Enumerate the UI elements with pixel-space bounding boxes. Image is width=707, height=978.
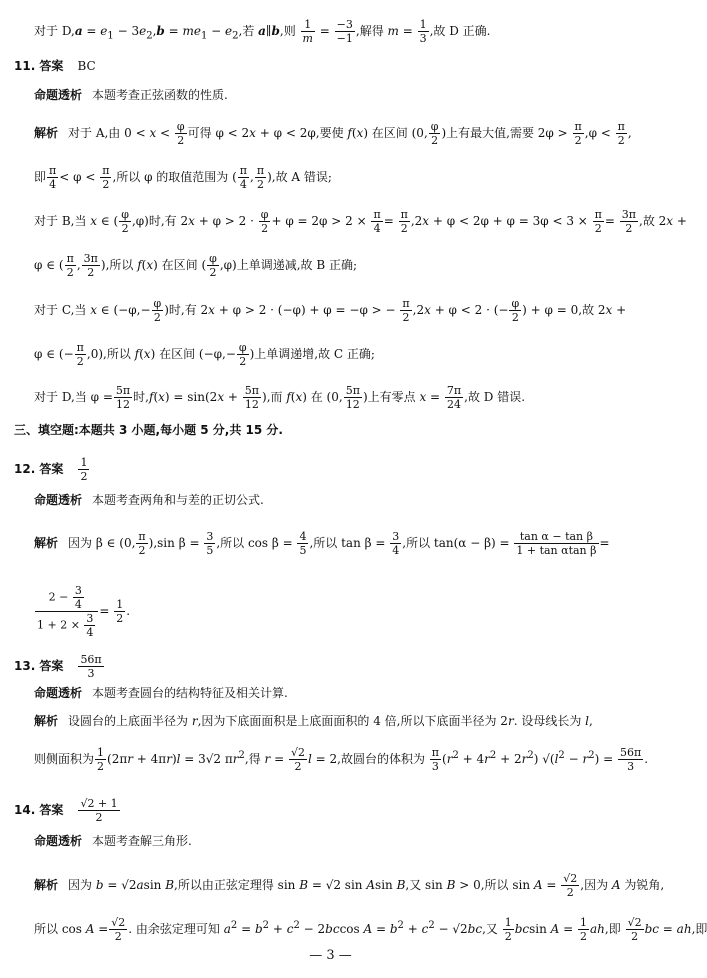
solution-13: 解析 设圆台的上底面半径为 r,因为下底面面积是上底面面积的 4 倍,所以下底面半径为 2r. 设母线长为 l, <box>34 714 593 728</box>
section-heading-fill-blank: 三、填空题:本题共 3 小题,每小题 5 分,共 15 分. <box>14 423 283 437</box>
solution-11-c-cont: φ ∈ (− $\frac{\pi}{2}$ ,0),所以 f(x) 在区间 (−φ,− $\frac{\varphi}{2}$ )上单调递增,故 C 正确; <box>34 341 375 368</box>
page-number: — 3 — <box>309 948 352 963</box>
answer-14: 14. 答案 $\frac{√2 + 1}{2}$ <box>14 797 118 824</box>
solution-11-c: 对于 C,当 x ∈ (−φ,− $\frac{\varphi}{2}$ )时,有 2x + φ > 2 · (−φ) + φ = −φ > − $\frac{\pi}{2}$ ,2x + φ < 2 · (− $\frac{\varphi}{2}$ ) + φ = 0,故 2x + <box>34 297 627 324</box>
solution-13-cont: 则侧面积为 $\frac{1}{2}$ (2πr + 4πr)l = 3√2 $\pi r^2$,得 r = $\frac{√2}{2}$ l = 2,故圆台的体积为 $\frac{\pi}{3}$ $(r^2 + 4r^2 + 2r^2) √(l^2 - r^2)$ = $\frac{56\pi}{3}$ . <box>34 746 649 773</box>
analysis-11: 命题透析 本题考查正弦函数的性质. <box>34 88 228 102</box>
text-line-d-vector: 对于 $D,a = e_1 - 3e_2,b = me_1 - e_2$,若 a∥b,则 $\frac{1}{m}$ = $\frac{-3}{-1}$ ,解得 m = $\frac{1}{3}$ ,故 D 正确. <box>34 18 491 45</box>
solution-11-b: 对于 B,当 x ∈ ( $\frac{\varphi}{2}$ ,φ)时,有 2x + φ > 2 · $\frac{\varphi}{2}$ + φ = 2φ > 2 × $\frac{\pi}{4}$ = $\frac{\pi}{2}$ ,2x + φ < 2φ + φ = 3φ < 3 × $\frac{\pi}{2}$ = $\frac{3\pi}{2}$ ,故 2x + <box>34 208 687 235</box>
analysis-14: 命题透析 本题考查解三角形. <box>34 834 192 848</box>
solution-11-a: 解析 对于 A,由 0 < x < $\frac{\varphi}{2}$ 可得 φ < 2x + φ < 2φ,要使 f(x) 在区间 (0, $\frac{\varphi}{2}$ )上有最大值,需要 2φ > $\frac{\pi}{2}$ ,φ < $\frac{\pi}{2}$ , <box>34 120 632 147</box>
answer-12: 12. 答案 $\frac{1}{2}$ <box>14 456 88 483</box>
solution-14: 解析 因为 b = √2asin B,所以由正弦定理得 sin B = √2 sin Asin B,又 sin B > 0,所以 sin A = $\frac{√2}{2}$ ,因为 A 为锐角, <box>34 872 665 899</box>
solution-11-a-cont: 即 $\frac{\pi}{4}$ < φ < $\frac{\pi}{2}$ ,所以 φ 的取值范围为 ( $\frac{\pi}{4}$ , $\frac{\pi}{2}$ ),故 A 错误; <box>34 164 332 191</box>
solution-14-cont: 所以 cos A = $\frac{√2}{2}$ . 由余弦定理可知 $a^2 = b^2 + c^2 - 2bccos$ $A = b^2 + c^2 - √2bc$,又 $\frac{1}{2}$ bcsin A = $\frac{1}{2}$ ah,即 $\frac{√2}{2}$ bc = ah,即 <box>34 916 707 943</box>
solution-12: 解析 因为 β ∈ (0, $\frac{\pi}{2}$ ),sin β = $\frac{3}{5}$ ,所以 cos β = $\frac{4}{5}$ ,所以 tan β = $\frac{3}{4}$ ,所以 tan(α − β) = $\frac{\text{tan α − tan β}}{\text{1 + tan αtan β}}$ = <box>34 530 610 557</box>
analysis-12: 命题透析 本题考查两角和与差的正切公式. <box>34 493 264 507</box>
answer-13: 13. 答案 $\frac{56\pi}{3}$ <box>14 653 102 680</box>
analysis-13: 命题透析 本题考查圆台的结构特征及相关计算. <box>34 686 288 700</box>
solution-11-d: 对于 D,当 φ = $\frac{5\pi}{12}$ 时,f(x) = sin(2x + $\frac{5\pi}{12}$ ),而 f(x) 在 (0, $\frac{5\pi}{12}$ )上有零点 x = $\frac{7\pi}{24}$ ,故 D 错误. <box>34 384 526 411</box>
solution-11-b-cont: φ ∈ ( $\frac{\pi}{2}$ , $\frac{3\pi}{2}$ ),所以 f(x) 在区间 ( $\frac{\varphi}{2}$ ,φ)上单调递减,故 B 正确; <box>34 252 358 279</box>
solution-12-cont: 2 − $\frac{3}{4}$ 1 + 2 × $\frac{3}{4}$ = $\frac{1}{2}$ . <box>37 584 131 639</box>
answer-11: 11. 答案 BC <box>14 59 96 73</box>
